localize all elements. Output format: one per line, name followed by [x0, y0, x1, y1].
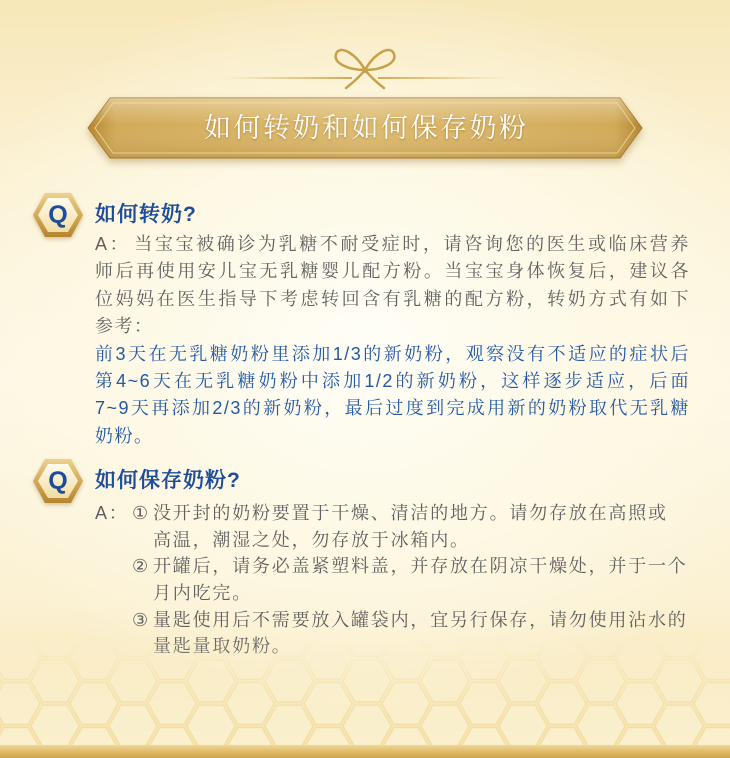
method-line: 第4~6天在无乳糖奶粉中添加1/2的新奶粉，这样逐步适应，后面 — [95, 370, 690, 391]
answer-label: A： — [95, 234, 131, 254]
tip-line: 月内吃完。 — [153, 583, 252, 604]
answer-1-line: 参考： — [95, 316, 154, 337]
answer-1 — [95, 231, 690, 450]
bow-loop-left — [336, 50, 365, 70]
question-title-1: 如何转奶? — [95, 203, 197, 226]
q-mark: Q — [48, 467, 68, 495]
question-title-2: 如何保存奶粉? — [95, 469, 241, 492]
honeycomb-pattern — [0, 636, 730, 746]
question-badge-1 — [31, 191, 85, 239]
method-line: 奶粉。 — [95, 425, 154, 446]
tip-line: 量匙使用后不需要放入罐袋内，宜另行保存，请勿使用沾水的 — [153, 609, 688, 630]
method-line: 7~9天再添加2/3的新奶粉，最后过度到完成用新的奶粉取代无乳糖 — [95, 398, 690, 419]
storage-tip-2 — [132, 553, 688, 606]
method-line: 前3天在无乳糖奶粉里添加1/3的新奶粉，观察没有不适应的症状后 — [95, 343, 690, 364]
gold-ribbon-bow-icon — [220, 40, 510, 92]
banner-title: 如何转奶和如何保存奶粉 — [204, 113, 529, 143]
q-mark: Q — [48, 201, 68, 229]
tip-line: 高温，潮湿之处，勿存放于冰箱内。 — [153, 529, 470, 550]
tip-number: ① — [132, 503, 149, 523]
bottom-gold-strip — [0, 745, 730, 758]
bow-loop-right — [365, 50, 394, 70]
tip-line: 没开封的奶粉要置于干燥、清洁的地方。请勿存放在高照或 — [153, 503, 668, 523]
question-badge-2 — [31, 457, 85, 505]
tip-number: ③ — [132, 609, 149, 630]
tip-number: ② — [132, 556, 149, 577]
answer-1-line — [95, 231, 690, 258]
answer-text: 当宝宝被确诊为乳糖不耐受症时，请咨询您的医生或临床营养 — [134, 234, 690, 254]
tip-line: 开罐后，请务必盖紧塑料盖，并存放在阴凉干燥处，并于一个 — [153, 556, 688, 577]
answer-1-line: 师后再使用安儿宝无乳糖婴儿配方粉。当宝宝身体恢复后，建议各 — [95, 261, 690, 282]
answer-1-line: 位妈妈在医生指导下考虑转回含有乳糖的配方粉，转奶方式有如下 — [95, 288, 690, 309]
bow-knot — [362, 67, 368, 73]
answer-label: A： — [95, 503, 129, 523]
storage-tip-1 — [132, 500, 688, 553]
